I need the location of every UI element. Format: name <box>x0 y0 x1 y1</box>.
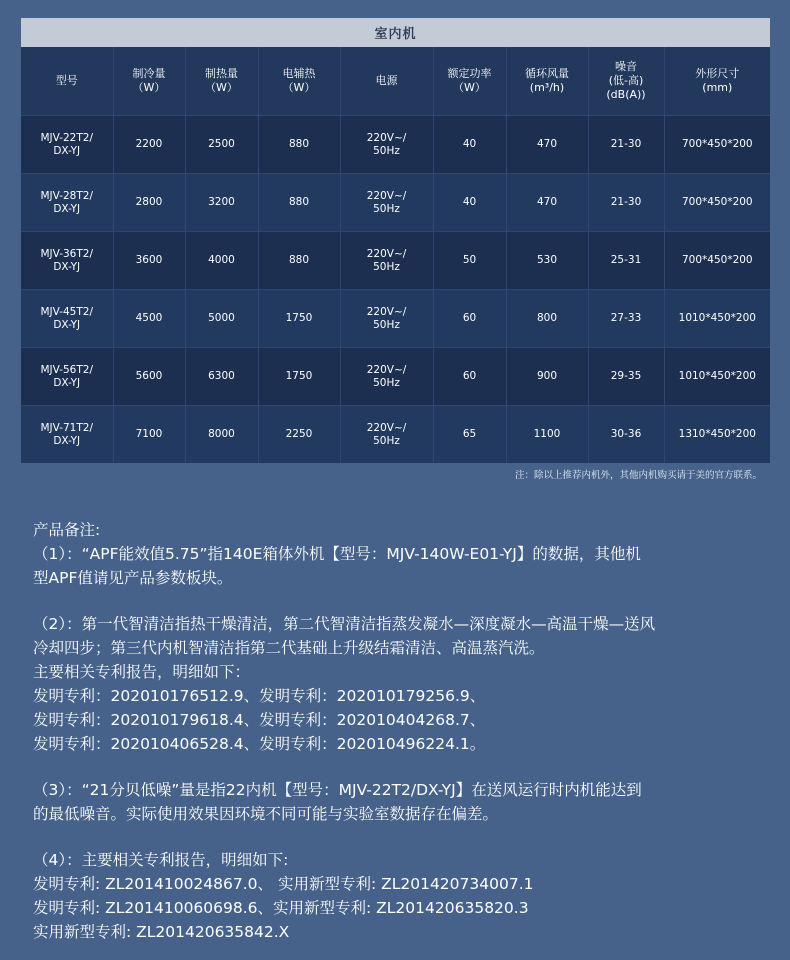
table-row <box>21 290 770 348</box>
column-header-line: 型号 <box>55 74 78 87</box>
remark-line: 发明专利：202010406528.4、发明专利：202010496224.1。 <box>33 735 486 753</box>
table-row <box>21 174 770 232</box>
column-header-line: (m³/h) <box>529 81 565 94</box>
column-header <box>258 47 340 116</box>
table-cell: 5000 <box>185 290 258 348</box>
table-cell: 29-35 <box>588 348 664 406</box>
table-cell: 21-30 <box>588 174 664 232</box>
product-remarks <box>33 518 773 944</box>
table-cell: 1750 <box>258 290 340 348</box>
remark-line: （3）：“21分贝低噪”量是指22内机【型号：MJV-22T2/DX-YJ】在送风运行时内机能达到 <box>33 781 642 799</box>
column-header-line: 电源 <box>375 74 398 87</box>
table-cell: 2200 <box>113 116 185 174</box>
remark-item-3 <box>33 778 773 826</box>
table-cell: 880 <box>258 174 340 232</box>
table-cell: 2250 <box>258 406 340 464</box>
remark-line: （2）：第一代智清洁指热干燥清洁，第二代智清洁指蒸发凝水—深度凝水—高温干燥—送风 <box>33 615 656 633</box>
table-note: 注：除以上推荐内机外，其他内机购买请于美的官方联系。 <box>514 470 762 481</box>
column-header <box>21 47 113 116</box>
column-header-line: （W） <box>282 81 316 94</box>
table-cell: 21-30 <box>588 116 664 174</box>
table-header-row <box>21 47 770 116</box>
column-header <box>506 47 588 116</box>
table-cell: 880 <box>258 116 340 174</box>
column-header-line: (dB(A)) <box>606 88 646 101</box>
table-cell: MJV-36T2/ DX-YJ <box>21 232 113 290</box>
column-header-line: 电辅热 <box>282 67 316 80</box>
table-cell: 220V~/ 50Hz <box>340 116 433 174</box>
table-cell: 25-31 <box>588 232 664 290</box>
remark-line: 发明专利: ZL201410060698.6、实用新型专利: ZL201420635820.3 <box>33 899 529 917</box>
column-header-line: （W） <box>205 81 238 94</box>
column-header-line: 循环风量 <box>525 67 569 80</box>
table-cell: MJV-28T2/ DX-YJ <box>21 174 113 232</box>
column-header-line: 制热量 <box>205 67 238 80</box>
table-cell: 1010*450*200 <box>664 290 770 348</box>
table-cell: 1310*450*200 <box>664 406 770 464</box>
table-cell: 220V~/ 50Hz <box>340 290 433 348</box>
remark-line: 发明专利: ZL201410024867.0、 实用新型专利: ZL201420734007.1 <box>33 875 534 893</box>
table-cell: 40 <box>433 116 506 174</box>
table-cell: 30-36 <box>588 406 664 464</box>
table-cell: 60 <box>433 348 506 406</box>
table-row <box>21 348 770 406</box>
table-cell: 65 <box>433 406 506 464</box>
table-cell: 5600 <box>113 348 185 406</box>
table-cell: 60 <box>433 290 506 348</box>
column-header <box>113 47 185 116</box>
column-header-line: (mm) <box>702 81 733 94</box>
table-cell: 700*450*200 <box>664 174 770 232</box>
table-cell: 220V~/ 50Hz <box>340 348 433 406</box>
table-cell: 700*450*200 <box>664 232 770 290</box>
table-cell: 220V~/ 50Hz <box>340 174 433 232</box>
column-header-line: 额定功率 <box>447 67 492 80</box>
table-cell: 1010*450*200 <box>664 348 770 406</box>
column-header-line: （W） <box>132 81 166 94</box>
table-cell: MJV-45T2/ DX-YJ <box>21 290 113 348</box>
remark-item-4 <box>33 848 773 944</box>
table-cell: 470 <box>506 116 588 174</box>
column-header-line: 外形尺寸 <box>695 67 740 80</box>
table-cell: 27-33 <box>588 290 664 348</box>
column-header-line: (低-高) <box>608 74 644 87</box>
table-cell: 4500 <box>113 290 185 348</box>
table-cell: MJV-56T2/ DX-YJ <box>21 348 113 406</box>
table-cell: 220V~/ 50Hz <box>340 406 433 464</box>
indoor-unit-spec-table <box>21 18 770 463</box>
table-cell: 2800 <box>113 174 185 232</box>
table-cell: 50 <box>433 232 506 290</box>
column-header <box>185 47 258 116</box>
column-header-line: 噪音 <box>615 60 637 73</box>
table-cell: 2500 <box>185 116 258 174</box>
remark-line: （4）：主要相关专利报告，明细如下: <box>33 851 289 869</box>
table-row <box>21 116 770 174</box>
remark-line: 发明专利：202010179618.4、发明专利：202010404268.7、 <box>33 711 486 729</box>
table-cell: 800 <box>506 290 588 348</box>
table-cell: MJV-71T2/ DX-YJ <box>21 406 113 464</box>
table-cell: 40 <box>433 174 506 232</box>
table-row <box>21 232 770 290</box>
remark-line: （1）：“APF能效值5.75”指140E箱体外机【型号：MJV-140W-E01-YJ】的数据，其他机 <box>33 545 641 563</box>
table-cell: 880 <box>258 232 340 290</box>
table-body <box>21 116 770 464</box>
table-cell: 470 <box>506 174 588 232</box>
remark-line: 型APF值请见产品参数板块。 <box>33 569 233 587</box>
table-title: 室内机 <box>21 18 770 47</box>
table-cell: 4000 <box>185 232 258 290</box>
remark-item-2 <box>33 612 773 756</box>
table-cell: 900 <box>506 348 588 406</box>
remark-line: 主要相关专利报告，明细如下： <box>33 663 251 681</box>
table-cell: 3600 <box>113 232 185 290</box>
table-cell: 7100 <box>113 406 185 464</box>
remark-line: 的最低噪音。实际使用效果因环境不同可能与实验室数据存在偏差。 <box>33 805 499 823</box>
column-header <box>664 47 770 116</box>
table-cell: 1750 <box>258 348 340 406</box>
table-cell: 8000 <box>185 406 258 464</box>
table-cell: 700*450*200 <box>664 116 770 174</box>
column-header-line: 制冷量 <box>132 67 166 80</box>
table-row <box>21 406 770 464</box>
table-cell: 530 <box>506 232 588 290</box>
column-header <box>588 47 664 116</box>
column-header <box>433 47 506 116</box>
column-header <box>340 47 433 116</box>
table-cell: MJV-22T2/ DX-YJ <box>21 116 113 174</box>
remark-line: 发明专利：202010176512.9、发明专利：202010179256.9、 <box>33 687 486 705</box>
table-cell: 1100 <box>506 406 588 464</box>
remark-line: 实用新型专利: ZL201420635842.X <box>33 923 290 941</box>
table-cell: 6300 <box>185 348 258 406</box>
remark-line: 冷却四步；第三代内机智清洁指第二代基础上升级结霜清洁、高温蒸汽洗。 <box>33 639 545 657</box>
table-cell: 220V~/ 50Hz <box>340 232 433 290</box>
column-header-line: （W） <box>453 81 486 94</box>
table-cell: 3200 <box>185 174 258 232</box>
remark-item-1 <box>33 542 773 590</box>
remarks-heading: 产品备注: <box>33 521 101 539</box>
